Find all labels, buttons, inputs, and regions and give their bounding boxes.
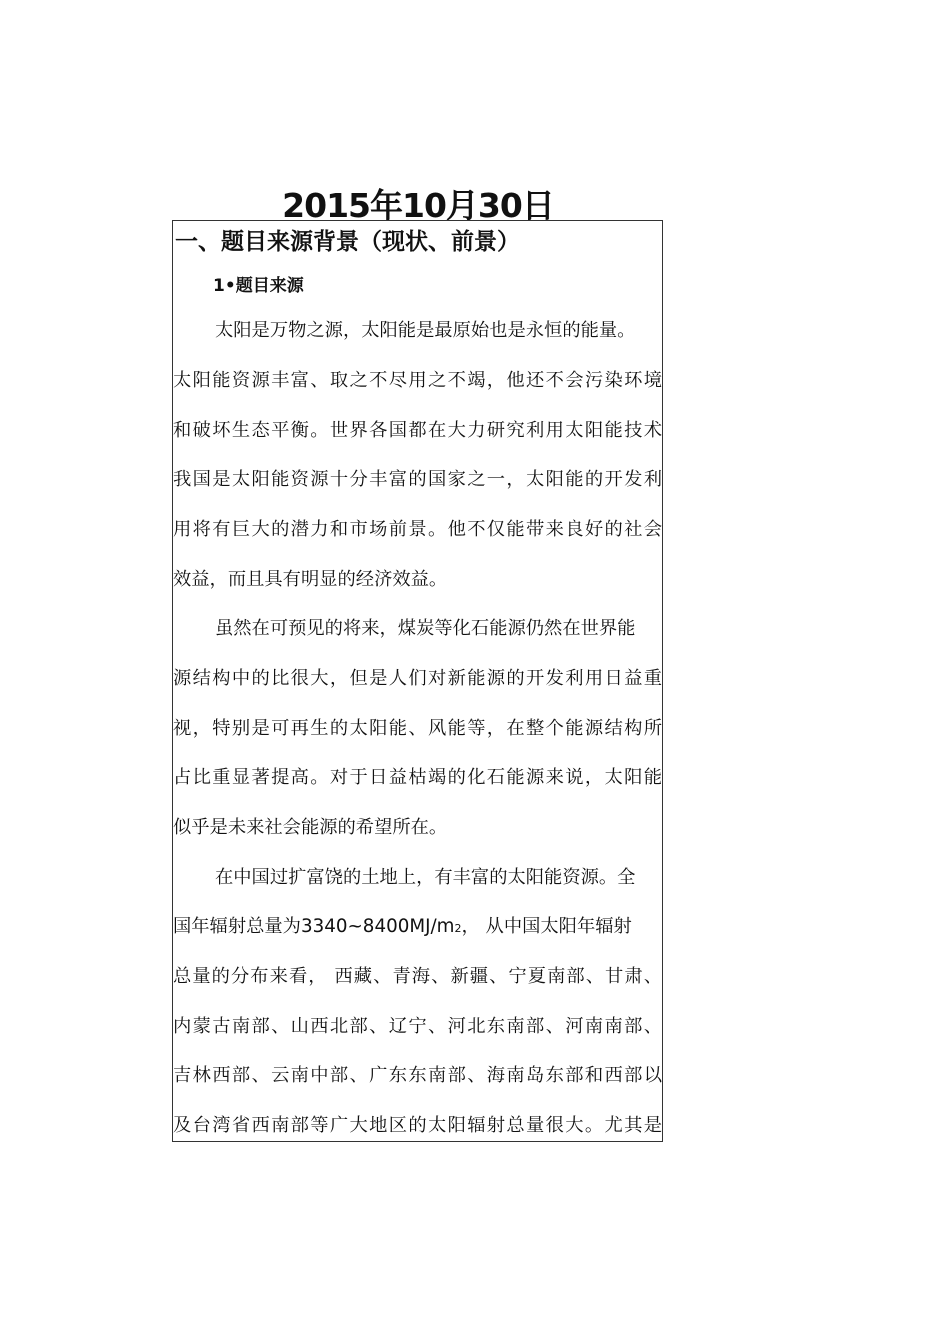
paragraph-line: 及台湾省西南部等广大地区的太阳辐射总量很大。尤其是 [173, 1115, 662, 1136]
paragraph-line: 内蒙古南部、山西北部、辽宁、河北东南部、河南南部、 [173, 1016, 662, 1037]
paragraph-line: 吉林西部、云南中部、广东东南部、海南岛东部和西部以 [173, 1065, 662, 1086]
paragraph-line: 虽然在可预见的将来，煤炭等化石能源仍然在世界能 [215, 618, 636, 639]
paragraph-line: 和破坏生态平衡。世界各国都在大力研究利用太阳能技术 [173, 420, 662, 441]
paragraph-line: 我国是太阳能资源十分丰富的国家之一，太阳能的开发利 [173, 469, 662, 490]
paragraph-line: 占比重显著提高。对于日益枯竭的化石能源来说，太阳能 [173, 767, 662, 788]
radiation-range-text: 国年辐射总量为3340~8400MJ/m [173, 916, 455, 937]
paragraph-line: 太阳能资源丰富、取之不尽用之不竭，他还不会污染环境 [173, 370, 662, 391]
paragraph-line: 似乎是未来社会能源的希望所在。 [173, 817, 448, 838]
paragraph-line: 总量的分布来看， 西藏、青海、新疆、宁夏南部、甘肃、 [173, 966, 662, 987]
content-frame [172, 220, 663, 1142]
paragraph-line: 效益，而且具有明显的经济效益。 [173, 569, 448, 590]
section-title: 一、题目来源背景（现状、前景） [175, 229, 520, 255]
paragraph-line: 用将有巨大的潜力和市场前景。他不仅能带来良好的社会 [173, 519, 662, 540]
paragraph-line: 源结构中的比很大，但是人们对新能源的开发利用日益重 [173, 668, 662, 689]
paragraph-line [173, 915, 662, 941]
paragraph-line: 视，特别是可再生的太阳能、风能等，在整个能源结构所 [173, 718, 662, 739]
unit-subscript: 2 [454, 922, 462, 935]
document-date: 2015年10月30日 [282, 186, 554, 225]
subsection-title: 1•题目来源 [213, 276, 304, 296]
paragraph-line: 太阳是万物之源，太阳能是最原始也是永恒的能量。 [215, 320, 636, 341]
paragraph-line: 在中国过扩富饶的土地上，有丰富的太阳能资源。全 [215, 867, 636, 888]
radiation-range-tail: ， 从中国太阳年辐射 [461, 916, 632, 937]
